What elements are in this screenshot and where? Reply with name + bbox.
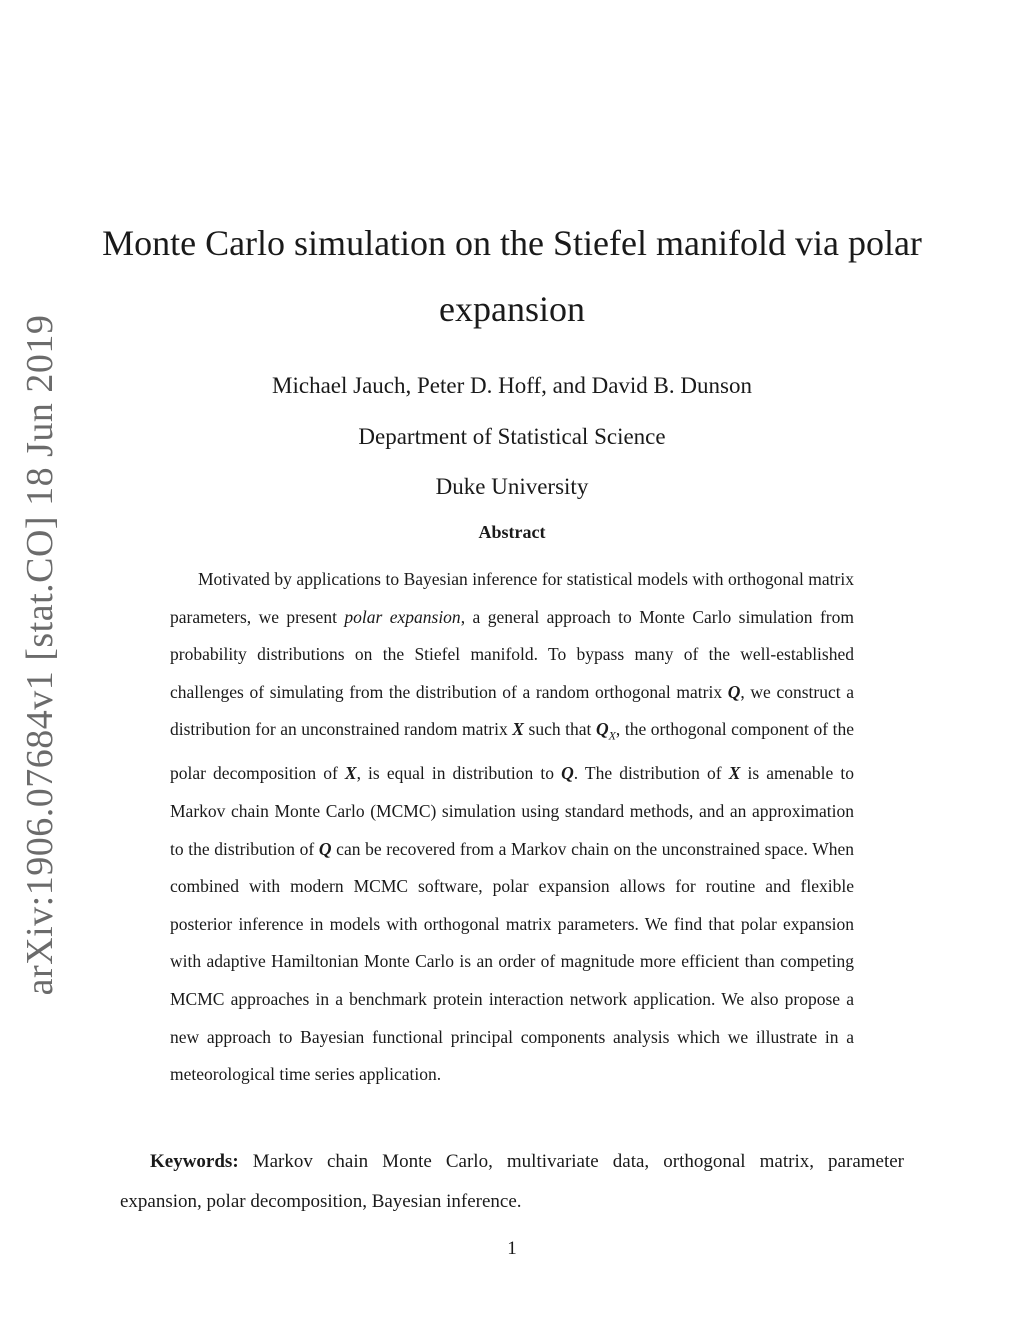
affiliation-university: Duke University (435, 474, 589, 499)
math-symbol-X: X (512, 719, 524, 740)
math-symbol-Q: Q (318, 838, 332, 859)
abstract-heading: Abstract (478, 522, 546, 542)
author-list: Michael Jauch, Peter D. Hoff, and David B. Dunson (272, 373, 752, 398)
page-number: 1 (507, 1238, 517, 1259)
math-subscript-X: X (608, 728, 616, 743)
abstract-body: Motivated by applications to Bayesian inference for statistical models with orthogonal matrix parameters, we present polar expansion, a general approach to Monte Carlo simulation from probability distributions on the Stiefel manifold. To bypass many of the well-established challenges of simulating from the distribution of a random orthogonal matrix Q, we construct a distribution for an unconstrained random matrix X such that $Q_X$, the orthogonal component of the polar decomposition of X, is equal in distribution to Q. The distribution of X is amenable to Markov chain Monte Carlo (MCMC) simulation using standard methods, and an approximation to the distribution of Q can be recovered from a Markov chain on the unconstrained space. When combined with modern MCMC software, polar expansion allows for routine and flexible posterior inference in models with orthogonal matrix parameters. We find that polar expansion with adaptive Hamiltonian Monte Carlo is an order of magnitude more efficient than competing MCMC approaches in a benchmark protein interaction network application. We also propose a new approach to Bayesian functional principal components analysis which we illustrate in a meteorological time series application. (170, 569, 855, 1085)
math-symbol-X: X (344, 763, 357, 784)
paper-title: Monte Carlo simulation on the Stiefel manifold via polar expansion (102, 223, 922, 329)
abstract-italic-term: polar expansion (344, 606, 461, 627)
math-symbol-QX: Q (595, 719, 609, 740)
keywords-paragraph (120, 1142, 904, 1222)
math-symbol-X: X (728, 763, 741, 784)
arxiv-identifier-stamp: arXiv:1906.07684v1 [stat.CO] 18 Jun 2019 (19, 314, 61, 996)
affiliation-department: Department of Statistical Science (358, 424, 666, 449)
math-symbol-Q: Q (561, 763, 574, 784)
math-symbol-Q: Q (727, 681, 741, 702)
keywords-label: Keywords: (150, 1151, 239, 1172)
keywords-text: Markov chain Monte Carlo, multivariate data, orthogonal matrix, parameter expansion, polar decomposition, Bayesian inference. (120, 1151, 904, 1212)
